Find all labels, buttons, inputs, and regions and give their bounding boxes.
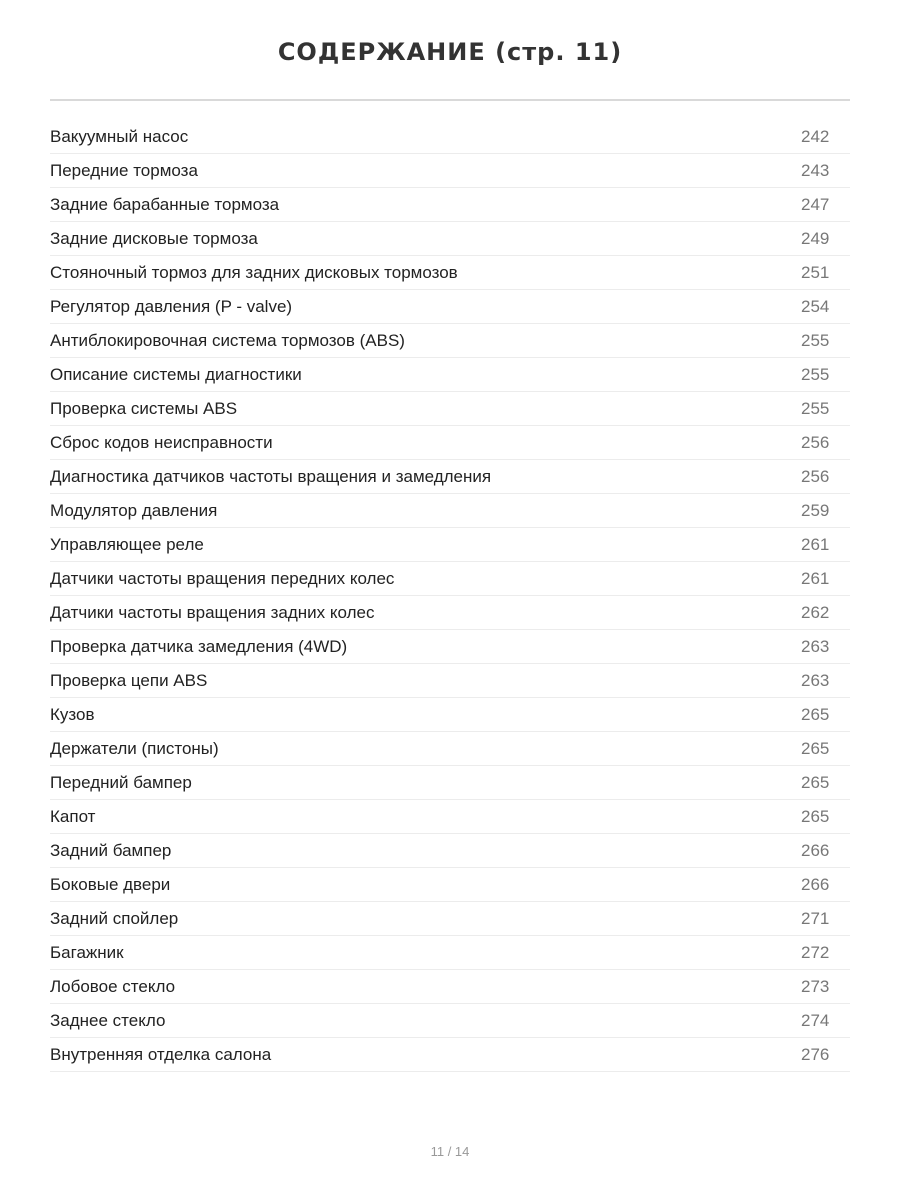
toc-entry-page-number: 261: [801, 568, 830, 588]
toc-entry[interactable]: [50, 698, 850, 732]
toc-entry-page-number: 263: [801, 636, 830, 656]
toc-entry[interactable]: [50, 868, 850, 902]
toc-entry-title: Проверка системы ABS: [50, 398, 238, 418]
toc-entry-page-number: 255: [801, 398, 830, 418]
toc-entry-page-number: 266: [801, 874, 830, 894]
toc-entry[interactable]: [50, 800, 850, 834]
toc-entry-title: Вакуумный насос: [50, 126, 189, 146]
toc-entry[interactable]: [50, 766, 850, 800]
toc-entry[interactable]: [50, 426, 850, 460]
toc-entry-page-number: 265: [801, 806, 830, 826]
toc-entry-title: Датчики частоты вращения задних колес: [50, 602, 375, 622]
toc-entry[interactable]: [50, 494, 850, 528]
toc-entry-page-number: 247: [801, 194, 830, 214]
toc-entry-title: Проверка цепи ABS: [50, 670, 208, 690]
toc-entry[interactable]: [50, 256, 850, 290]
toc-entry[interactable]: [50, 936, 850, 970]
page-counter: 11 / 14: [430, 1144, 470, 1159]
toc-entry-title: Передние тормоза: [50, 160, 198, 180]
toc-entry-title: Антиблокировочная система тормозов (ABS): [50, 330, 405, 350]
toc-entry[interactable]: [50, 664, 850, 698]
toc-entry-title: Проверка датчика замедления (4WD): [50, 636, 348, 656]
toc-entry-page-number: 265: [801, 772, 830, 792]
toc-entry-title: Модулятор давления: [50, 500, 218, 520]
toc-entry-title: Багажник: [50, 942, 124, 962]
toc-entry-page-number: 261: [801, 534, 830, 554]
toc-entry-title: Передний бампер: [50, 772, 192, 792]
toc-entry-page-number: 242: [801, 126, 830, 146]
toc-entry[interactable]: [50, 732, 850, 766]
toc-entry[interactable]: [50, 970, 850, 1004]
toc-entry-page-number: 276: [801, 1044, 830, 1064]
toc-entry-title: Боковые двери: [50, 874, 171, 894]
toc-entry-page-number: 259: [801, 500, 830, 520]
toc-entry[interactable]: [50, 1004, 850, 1038]
title-divider: [50, 99, 850, 101]
toc-entry[interactable]: [50, 324, 850, 358]
toc-entry[interactable]: [50, 902, 850, 936]
toc-entry[interactable]: [50, 120, 850, 154]
toc-entry-page-number: 273: [801, 976, 830, 996]
toc-entry-page-number: 265: [801, 738, 830, 758]
page-title: СОДЕРЖАНИЕ (стр. 11): [277, 38, 623, 66]
toc-entry-page-number: 274: [801, 1010, 830, 1030]
toc-entry[interactable]: [50, 358, 850, 392]
toc-entry-title: Заднее стекло: [50, 1010, 166, 1030]
toc-entry-page-number: 249: [801, 228, 830, 248]
toc-entry-title: Задние барабанные тормоза: [50, 194, 280, 214]
toc-entry-page-number: 256: [801, 432, 830, 452]
toc-entry[interactable]: [50, 596, 850, 630]
toc-entry[interactable]: [50, 528, 850, 562]
toc-entry[interactable]: [50, 562, 850, 596]
toc-entry[interactable]: [50, 154, 850, 188]
toc-entry-page-number: 255: [801, 364, 830, 384]
toc-entry-title: Капот: [50, 806, 96, 826]
toc-entry-page-number: 266: [801, 840, 830, 860]
toc-entry-page-number: 254: [801, 296, 830, 316]
toc-entry-title: Диагностика датчиков частоты вращения и замедления: [50, 466, 492, 486]
toc-entry-page-number: 262: [801, 602, 830, 622]
toc-entry[interactable]: [50, 290, 850, 324]
toc-entry-title: Регулятор давления (P - valve): [50, 296, 293, 316]
toc-entry[interactable]: [50, 460, 850, 494]
table-of-contents: [50, 120, 850, 1072]
toc-entry-title: Задний спойлер: [50, 908, 179, 928]
toc-entry-title: Лобовое стекло: [50, 976, 176, 996]
toc-entry-title: Стояночный тормоз для задних дисковых тормозов: [50, 262, 458, 282]
toc-entry-title: Держатели (пистоны): [50, 738, 219, 758]
toc-entry-title: Внутренняя отделка салона: [50, 1044, 272, 1064]
toc-entry-title: Сброс кодов неисправности: [50, 432, 273, 452]
toc-entry-title: Кузов: [50, 704, 95, 724]
toc-entry-page-number: 256: [801, 466, 830, 486]
toc-entry[interactable]: [50, 630, 850, 664]
toc-entry-page-number: 271: [801, 908, 830, 928]
toc-entry[interactable]: [50, 834, 850, 868]
toc-entry-title: Задний бампер: [50, 840, 172, 860]
toc-entry-page-number: 263: [801, 670, 830, 690]
toc-entry[interactable]: [50, 392, 850, 426]
toc-entry-title: Задние дисковые тормоза: [50, 228, 258, 248]
toc-entry-page-number: 272: [801, 942, 830, 962]
toc-entry[interactable]: [50, 188, 850, 222]
toc-entry[interactable]: [50, 1038, 850, 1072]
toc-entry-page-number: 255: [801, 330, 830, 350]
toc-entry-page-number: 251: [801, 262, 830, 282]
toc-entry-page-number: 265: [801, 704, 830, 724]
toc-entry[interactable]: [50, 222, 850, 256]
toc-entry-page-number: 243: [801, 160, 830, 180]
toc-entry-title: Управляющее реле: [50, 534, 204, 554]
toc-entry-title: Датчики частоты вращения передних колес: [50, 568, 395, 588]
toc-entry-title: Описание системы диагностики: [50, 364, 302, 384]
